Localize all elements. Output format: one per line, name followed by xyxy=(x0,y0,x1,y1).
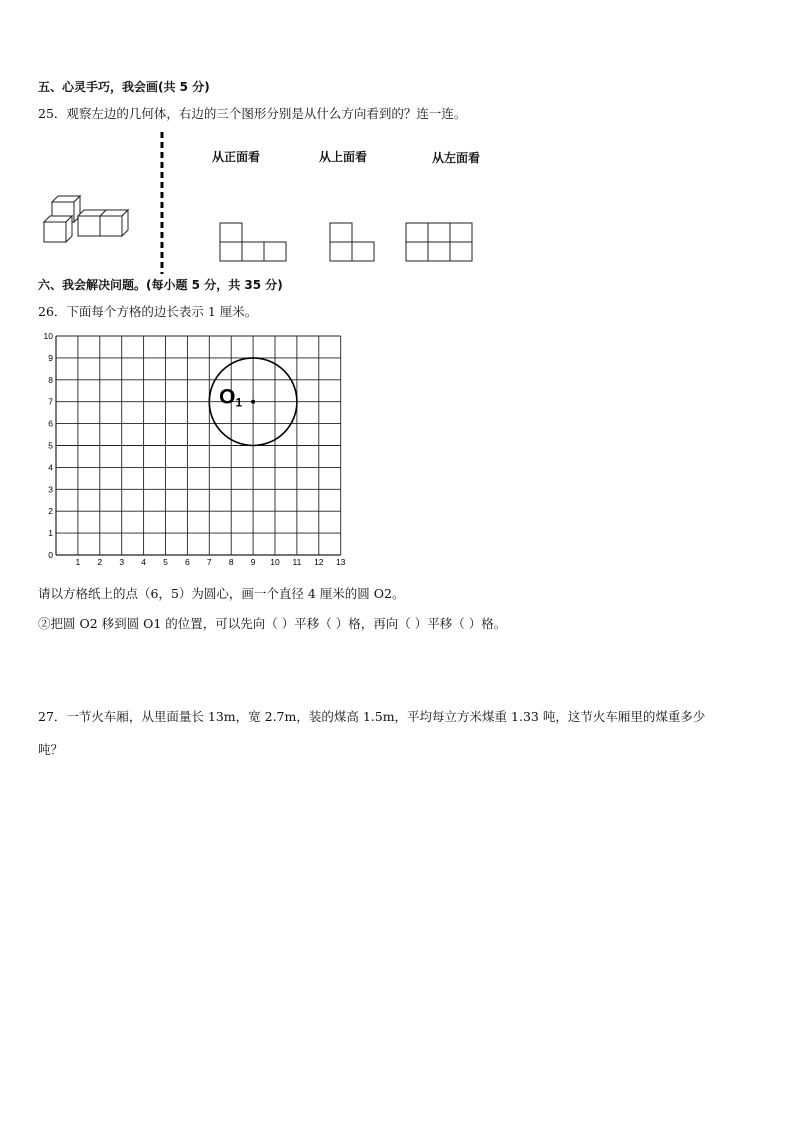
view-shape-3 xyxy=(405,222,475,264)
question-26-instruction: 请以方格纸上的点（6，5）为圆心，画一个直径 4 厘米的圆 O2。 xyxy=(38,586,405,601)
section-six-heading: 六、我会解决问题。(每小题 5 分，共 35 分) xyxy=(38,278,283,292)
y-axis-ticks xyxy=(44,331,54,560)
section-five-heading: 五、心灵手巧，我会画(共 5 分) xyxy=(38,80,210,94)
circle-o1-label: O1 xyxy=(219,385,243,410)
x-tick-label: 13 xyxy=(335,557,346,567)
y-tick-label: 10 xyxy=(43,331,53,341)
question-27-text: 27．一节火车厢，从里面量长 13m，宽 2.7m，装的煤高 1.5m，平均每立方米煤重 1.33 吨，这节火车厢里的煤重多少 xyxy=(38,709,706,724)
x-tick-label: 6 xyxy=(185,557,190,567)
x-tick-label: 9 xyxy=(250,557,256,567)
y-tick-label: 3 xyxy=(48,484,53,495)
y-tick-label: 5 xyxy=(48,440,53,451)
question-25-text: 25．观察左边的几何体，右边的三个图形分别是从什么方向看到的？连一连。 xyxy=(38,106,467,121)
grid-lines xyxy=(56,336,341,555)
x-tick-label: 12 xyxy=(314,557,324,567)
y-tick-label: 7 xyxy=(48,396,53,407)
y-tick-label: 4 xyxy=(48,462,53,473)
cube-right-back xyxy=(100,210,128,236)
question-26-translation: ②把圆 O2 移到圆 O1 的位置，可以先向（ ）平移（ ）格，再向（ ）平移（ ）格。 xyxy=(38,616,507,631)
coordinate-grid xyxy=(36,328,352,572)
x-tick-label: 2 xyxy=(97,557,103,567)
x-tick-label: 10 xyxy=(270,557,280,567)
x-tick-label: 8 xyxy=(228,557,234,567)
view-label-top: 从上面看 xyxy=(319,150,368,164)
view-label-front: 从正面看 xyxy=(212,150,261,164)
y-tick-label: 9 xyxy=(48,352,53,363)
x-tick-label: 7 xyxy=(206,557,212,567)
question-27-text-cont: 吨？ xyxy=(38,742,64,757)
question-26-text: 26．下面每个方格的边长表示 1 厘米。 xyxy=(38,304,258,319)
x-tick-label: 4 xyxy=(141,557,146,567)
view-label-left: 从左面看 xyxy=(432,151,481,165)
circle-o1-center-dot xyxy=(251,400,255,404)
solid-figure xyxy=(40,190,142,250)
view-shape-1 xyxy=(219,222,289,264)
y-tick-label: 8 xyxy=(48,374,53,385)
dashed-divider xyxy=(158,132,166,274)
x-tick-label: 1 xyxy=(75,557,81,567)
y-tick-label: 1 xyxy=(48,528,53,539)
y-tick-label: 6 xyxy=(48,418,53,429)
x-tick-label: 11 xyxy=(292,557,302,567)
view-shape-2 xyxy=(329,222,377,264)
x-tick-label: 3 xyxy=(119,557,125,567)
x-axis-ticks xyxy=(76,557,346,567)
y-tick-label: 2 xyxy=(48,506,53,517)
y-tick-label: 0 xyxy=(48,550,53,560)
x-tick-label: 5 xyxy=(163,557,168,567)
cube-front-left xyxy=(44,216,72,242)
